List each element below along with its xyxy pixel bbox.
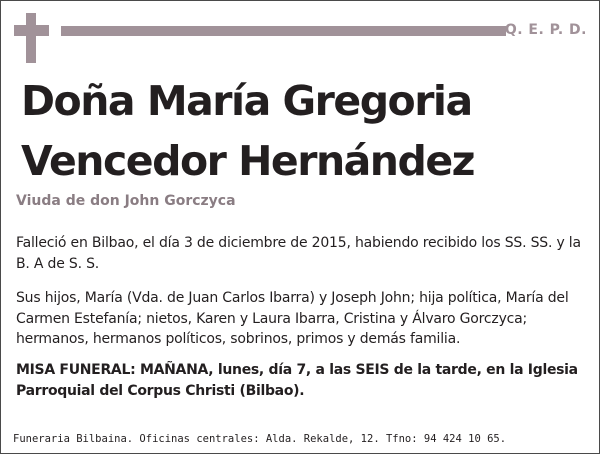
family-paragraph: Sus hijos, María (Vda. de Juan Carlos Ibarra) y Joseph John; hija política, María del Carmen Estefanía; nietos, Karen y Laura Ibarra, Cristina y Álvaro Gorczyca; hermanos, hermanos políticos, sobrinos, primos y demás familia.	[16, 290, 569, 347]
cross-icon-bar	[14, 25, 49, 36]
deceased-name-line2: Vencedor Hernández	[21, 137, 475, 185]
funeral-mass-paragraph: MISA FUNERAL: MAÑANA, lunes, día 7, a las SEIS de la tarde, en la Iglesia Parroquial del Corpus Christi (Bilbao).	[16, 362, 578, 399]
deceased-name	[21, 71, 474, 191]
header-rule	[61, 26, 506, 36]
qepd-label: Q. E. P. D.	[504, 22, 587, 38]
deceased-name-line1: Doña María Gregoria	[21, 77, 472, 125]
cross-icon	[26, 13, 36, 63]
funeral-home-footer: Funeraria Bilbaina. Oficinas centrales: Alda. Rekalde, 12. Tfno: 94 424 10 65.	[13, 433, 507, 445]
widow-of-text: Viuda de don John Gorczyca	[16, 193, 236, 209]
death-notice-paragraph: Falleció en Bilbao, el día 3 de diciembre de 2015, habiendo recibido los SS. SS. y la B. A de S. S.	[16, 235, 581, 272]
